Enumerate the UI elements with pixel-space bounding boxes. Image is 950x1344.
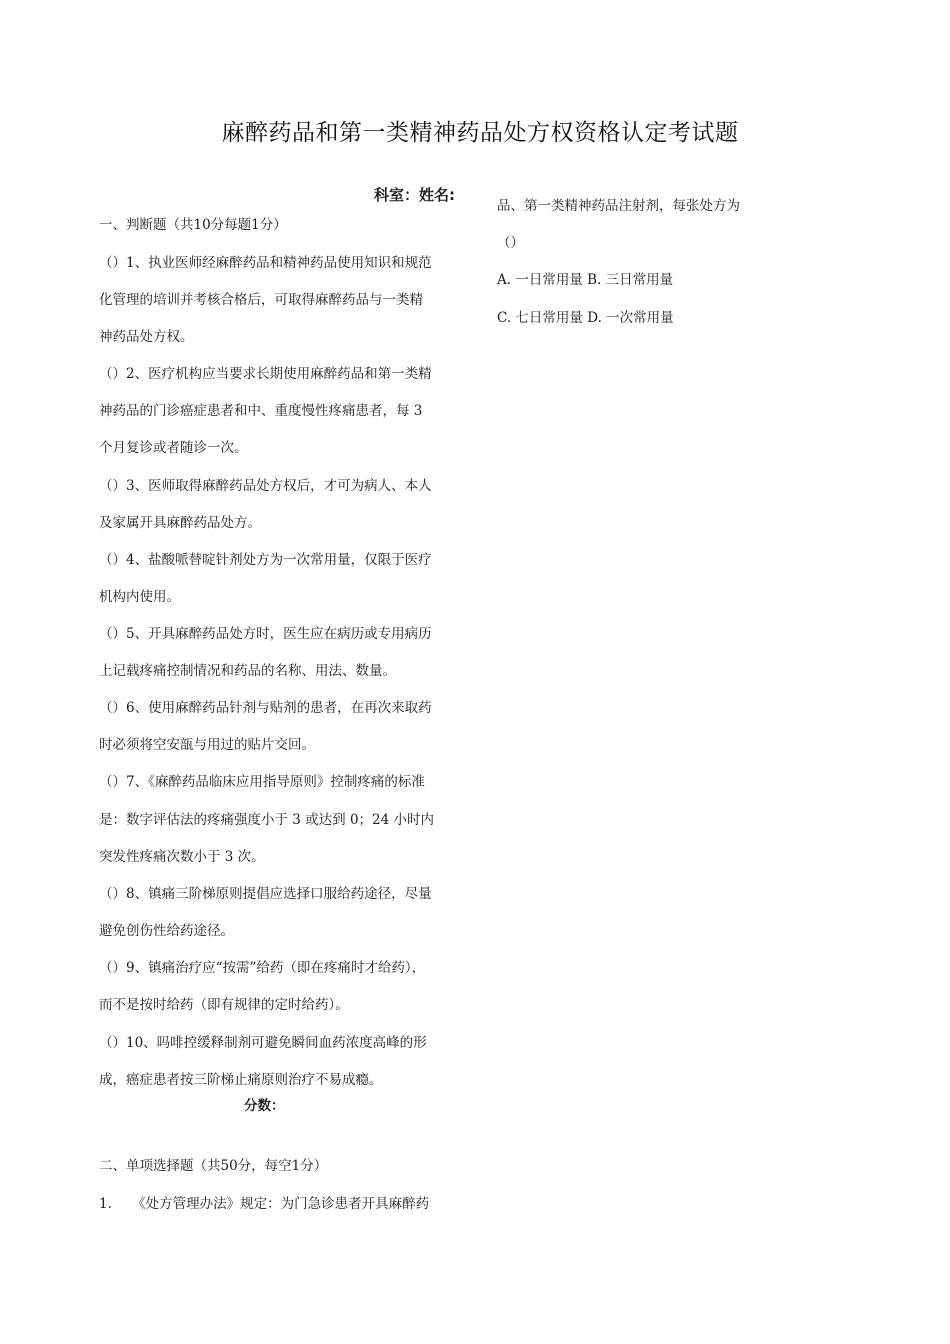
question-line: （）7、《麻醉药品临床应用指导原则》控制疼痛的标准: [99, 774, 425, 790]
question-line: 机构内使用。: [99, 589, 180, 605]
question-line: 而不是按时给药（即有规律的定时给药）。: [99, 997, 349, 1013]
section2-heading: 二、单项选择题（共50分，每空1分）: [99, 1158, 328, 1174]
score-label: 分数：: [244, 1098, 285, 1114]
question-line: （）3、医师取得麻醉药品处方权后，才可为病人、本人: [99, 478, 432, 494]
question-line: 个月复诊或者随诊一次。: [99, 440, 248, 456]
question-line: 突发性疼痛次数小于 3 次。: [99, 849, 265, 865]
question-line: 神药品的门诊癌症患者和中、重度慢性疼痛患者，每 3: [99, 403, 423, 419]
option-line: C. 七日常用量 D. 一次常用量: [497, 310, 674, 326]
question-line: （）10、吗啡控缓释制剂可避免瞬间血药浓度高峰的形: [99, 1035, 427, 1051]
question-line: 上记载疼痛控制情况和药品的名称、用法、数量。: [99, 663, 396, 679]
question-line: （）4、盐酸哌替啶针剂处方为一次常用量，仅限于医疗: [99, 552, 432, 568]
question-line: 时必须将空安瓿与用过的贴片交回。: [99, 737, 315, 753]
question-line: （）1、执业医师经麻醉药品和精神药品使用知识和规范: [99, 255, 432, 271]
answer-blank: （）: [497, 235, 524, 251]
question-line: 品、第一类精神药品注射剂，每张处方为: [497, 198, 740, 214]
question-line: 及家属开具麻醉药品处方。: [99, 515, 261, 531]
question-line: 是：数字评估法的疼痛强度小于 3 或达到 0；24 小时内: [99, 812, 435, 828]
dept-name-label: 科室：姓名:: [374, 186, 455, 204]
question-line: 神药品处方权。: [99, 329, 194, 345]
question-line: 避免创伤性给药途径。: [99, 923, 234, 939]
option-line: A. 一日常用量 B. 三日常用量: [497, 272, 674, 288]
question-line: （）5、开具麻醉药品处方时，医生应在病历或专用病历: [99, 626, 432, 642]
question-line: （）2、医疗机构应当要求长期使用麻醉药品和第一类精: [99, 366, 432, 382]
question-line: （）6、使用麻醉药品针剂与贴剂的患者，在再次来取药: [99, 700, 432, 716]
question-line: 成，癌症患者按三阶梯止痛原则治疗不易成瘾。: [99, 1072, 383, 1088]
question-line: （）8、镇痛三阶梯原则提倡应选择口服给药途径，尽量: [99, 886, 432, 902]
question-line: （）9、镇痛治疗应“按需”给药（即在疼痛时才给药），: [99, 960, 426, 976]
section1-heading: 一、判断题（共10分每题1分）: [99, 217, 287, 233]
question-line: 1. 《处方管理办法》规定：为门急诊患者开具麻醉药: [99, 1196, 430, 1212]
question-line: 化管理的培训并考核合格后，可取得麻醉药品与一类精: [99, 292, 423, 308]
page-title: 麻醉药品和第一类精神药品处方权资格认定考试题: [221, 120, 739, 146]
